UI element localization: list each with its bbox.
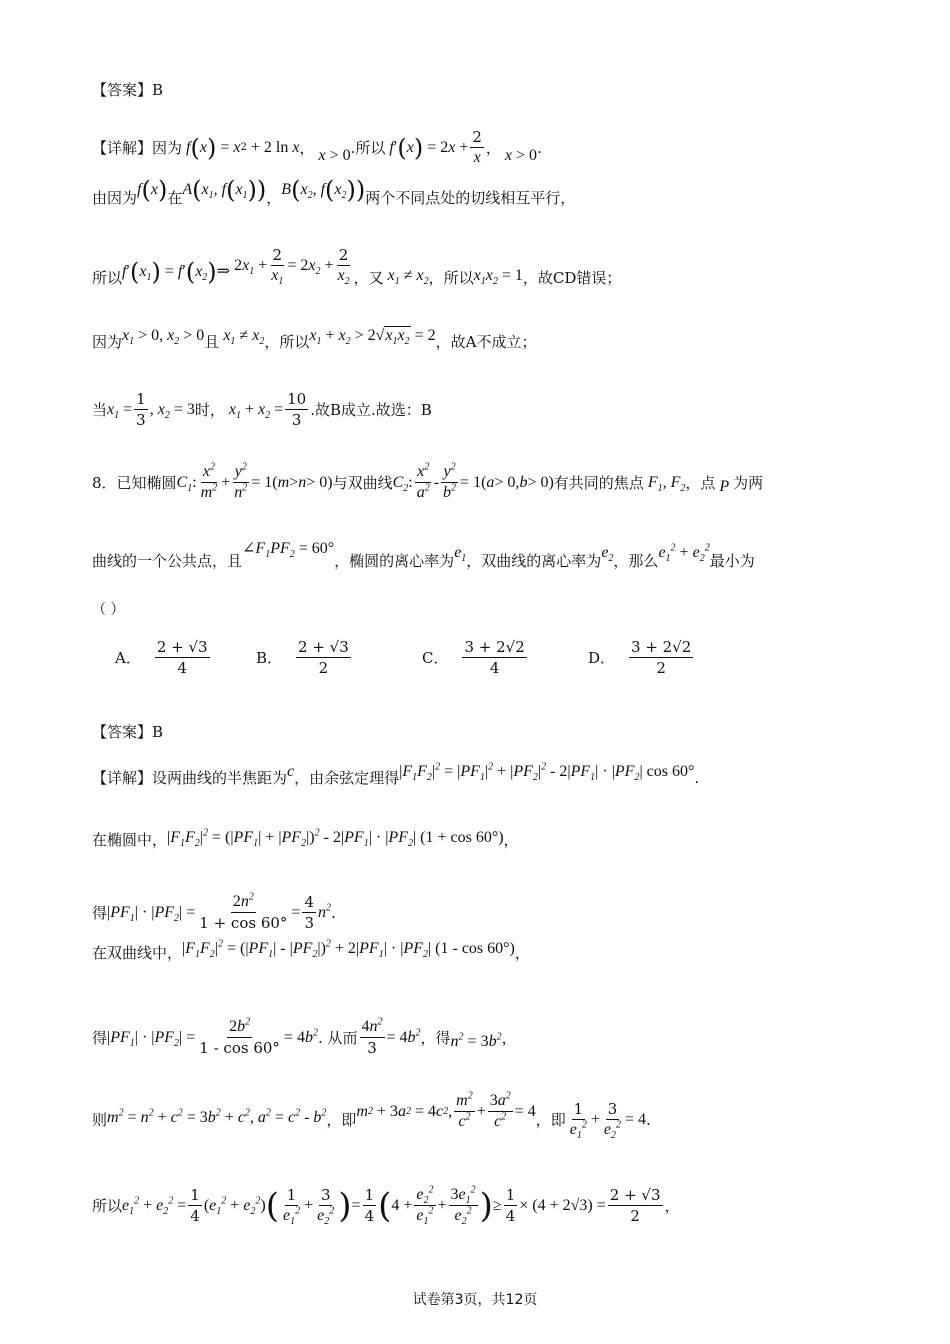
page-footer: 试卷第3页，共12页: [412, 1292, 538, 1308]
detail-line-4: 因为 $x_1 > 0$, $x_2 > 0$ 且 $x_1 \ne x_2$ ，所以 $x_1 + x_2 > 2√x_1x_2 = 2$ ，故A不成立；: [92, 327, 537, 351]
question-8-line-2: 曲线的一个公共点，且 $\angle F_1PF_2 = 60^\circ$ ，椭圆的离心率为 $e_1$ ，双曲线的离心率为 $e_2$ ，那么 $e_1^2 + e_2^2$ 最小为: [92, 540, 755, 570]
option-d[interactable]: D． $\frac{3 + 2√2}{2}$: [588, 638, 692, 677]
detail-line-2: 由因为 f ( x ) 在 A ( $x_1$, f ( $x_1$ )) ， B ( $x_2$, f ( $x_2$ )) 两个不同点处的切线相互平行，: [92, 176, 576, 207]
detail-line-1: 【详解】 因为 f ( x ) = x 2 + 2 ln x ， x > 0 .所以 f ′ ( x ) = 2 x + $\frac{2}{x}$ ， x > 0 .: [92, 128, 542, 166]
answer-tag-2: 【答案】B: [92, 723, 164, 741]
answer-tag-1: 【答案】B: [92, 81, 164, 99]
detail2-line-4: 在双曲线中， $|F_1F_2|^2 = (|PF_1| - |PF_2|)^2 + 2|PF_1| \cdot |PF_2|$ (1 - cos 60°) ，: [92, 938, 530, 962]
detail2-line-3: 得 $|PF_1| \cdot |PF_2|$ = $\frac{2n^2}{1 + \cos 60^\circ}$ = $\frac{4}{3}$ $n^2$ .: [92, 891, 336, 932]
option-c[interactable]: C． $\frac{3 + 2√2}{4}$: [422, 638, 525, 677]
detail-line-5: 当 $x_1$ = $\frac{1}{3}$ , $x_2$ = 3 时， $x_1 + x_2$ = $\frac{10}{3}$ .故B成立.故选：B: [92, 390, 432, 429]
detail2-line-7: 所以 $e_1^2 + e_2^2$ = $\frac{1}{4}$ $(e_1^2 + e_2^2)$ ( $\frac{1}{e_1^2}$ + $\frac{3}{e_2^2}$ ) = $\frac{1}{4}$ ( 4 + $\frac{e_2^2}{e_1^2}$ + $\frac{3e_1^2}{e_2^2}$ ) ≥ $\frac{1}{4}$ × (4 + 2√3) = $\frac{2 + √3}{2}$ ，: [92, 1184, 680, 1228]
detail2-line-6: 则 $m^2 = n^2 + c^2 = 3b^2 + c^2$, $a^2 = c^2 - b^2$ ，即 m 2 + 3 a 2 = 4 c 2 , $\frac{m^2}{c^2}$ + $\frac{3a^2}{c^2}$ = 4 ，即 $\frac{1}{e_1^2}$ + $\frac{3}{e_2^2}$ = 4 .: [92, 1090, 651, 1142]
option-b[interactable]: B． $\frac{2 + √3}{2}$: [256, 638, 349, 677]
option-a[interactable]: A． $\frac{2 + √3}{4}$: [115, 638, 208, 677]
detail-line-3: 所以 f ′ ( $x_1$ ) = f ′ ( $x_2$ ) ⇒ 2 $x_1$ + $\frac{2}{x_1}$ = 2 $x_2$ + $\frac{2}{x_2}$ ，又 $x_1 \ne x_2$ ，所以 $x_1x_2 = 1$ ，故CD错误；: [92, 246, 622, 288]
detail2-line-2: 在椭圆中， $|F_1F_2|^2 = (|PF_1| + |PF_2|)^2 - 2|PF_1| \cdot |PF_2|$ (1 + cos 60°) ，: [92, 827, 519, 850]
question-8-paren: （ ）: [92, 602, 125, 618]
detail2-line-1: 【详解】 设两曲线的半焦距为 c ，由余弦定理得 $|F_1F_2|^2 = |PF_1|^2 + |PF_2|^2 - 2|PF_1| \cdot |PF_2|$ cos 60° .: [92, 761, 700, 787]
detail2-line-5: 得 $|PF_1| \cdot |PF_2|$ = $\frac{2b^2}{1 - \cos 60^\circ}$ = 4 $b^2$ . 从而 $\frac{4n^2}{3}$ = 4 $b^2$ ，得 $n^2 = 3b^2$ ，: [92, 1016, 517, 1057]
question-8-line-1: 8．已知椭圆 $C_1$ : $\frac{x^2}{m^2}$ + $\frac{y^2}{n^2}$ = 1( m > n > 0) 与双曲线 $C_2$ : $\frac{x^2}{a^2}$ - $\frac{y^2}{b^2}$ = 1( a > 0, b > 0) 有共同的焦点 $F_1$, $F_2$ ，点 P 为两: [92, 461, 764, 501]
